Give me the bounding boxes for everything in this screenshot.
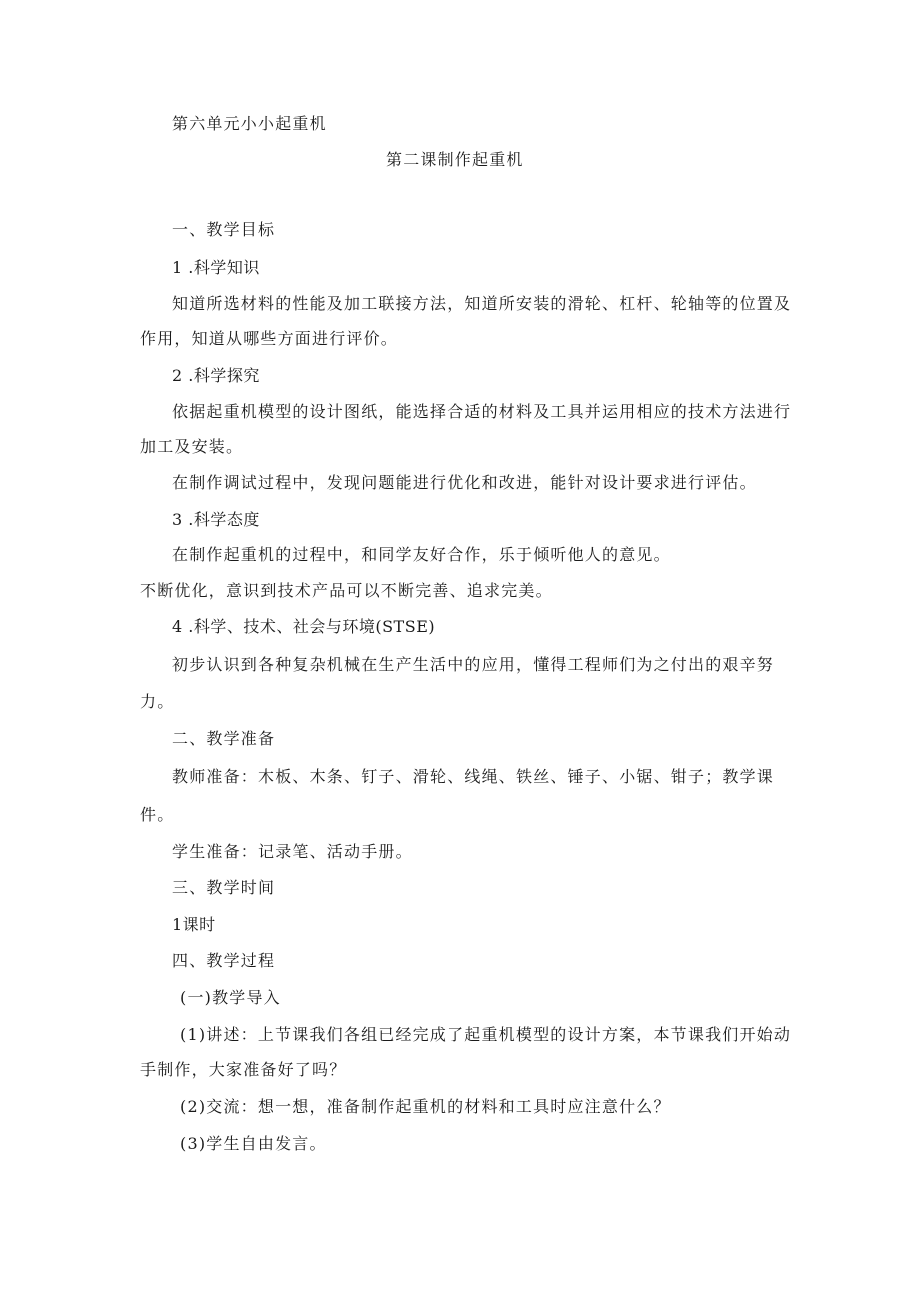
paragraph-line: 件。 xyxy=(140,805,175,824)
paragraph-line: 手制作，大家准备好了吗？ xyxy=(140,1060,347,1079)
paragraph-line: 知道所选材料的性能及加工联接方法，知道所安装的滑轮、杠杆、轮轴等的位置及 xyxy=(172,294,792,313)
subheading-knowledge: 1 .科学知识 xyxy=(172,258,260,277)
subheading-inquiry: 2 .科学探究 xyxy=(172,366,260,385)
lesson-title: 第二课制作起重机 xyxy=(386,150,524,169)
paragraph-line: (2)交流：想一想，准备制作起重机的材料和工具时应注意什么？ xyxy=(180,1097,671,1116)
paragraph-line: 1课时 xyxy=(172,915,216,934)
paragraph-line: 在制作调试过程中，发现问题能进行优化和改进，能针对设计要求进行评估。 xyxy=(172,473,757,492)
section-heading-objectives: 一、教学目标 xyxy=(172,220,276,239)
paragraph-line: (1)讲述：上节课我们各组已经完成了起重机模型的设计方案，本节课我们开始动 xyxy=(180,1025,792,1044)
subheading-attitude: 3 .科学态度 xyxy=(172,510,260,529)
paragraph-line: 在制作起重机的过程中，和同学友好合作，乐于倾听他人的意见。 xyxy=(172,545,671,564)
paragraph-line: 依据起重机模型的设计图纸，能选择合适的材料及工具并运用相应的技术方法进行 xyxy=(172,402,792,421)
subheading-stse: 4 .科学、技术、社会与环境(STSE) xyxy=(172,617,436,636)
paragraph-line: 学生准备：记录笔、活动手册。 xyxy=(172,842,413,861)
paragraph-line: 教师准备：木板、木条、钉子、滑轮、线绳、铁丝、锤子、小锯、钳子；教学课 xyxy=(172,767,775,786)
paragraph-line: 不断优化，意识到技术产品可以不断完善、追求完美。 xyxy=(140,581,553,600)
section-heading-preparation: 二、教学准备 xyxy=(172,729,276,748)
section-heading-time: 三、教学时间 xyxy=(172,878,276,897)
unit-title: 第六单元小小起重机 xyxy=(172,114,327,133)
paragraph-line: 初步认识到各种复杂机械在生产生活中的应用，懂得工程师们为之付出的艰辛努 xyxy=(172,655,775,674)
paragraph-line: 力。 xyxy=(140,692,175,711)
subheading-introduction: (一)教学导入 xyxy=(180,988,281,1007)
paragraph-line: 加工及安装。 xyxy=(140,437,244,456)
section-heading-process: 四、教学过程 xyxy=(172,951,276,970)
paragraph-line: 作用，知道从哪些方面进行评价。 xyxy=(140,329,399,348)
paragraph-line: (3)学生自由发言。 xyxy=(180,1134,327,1153)
